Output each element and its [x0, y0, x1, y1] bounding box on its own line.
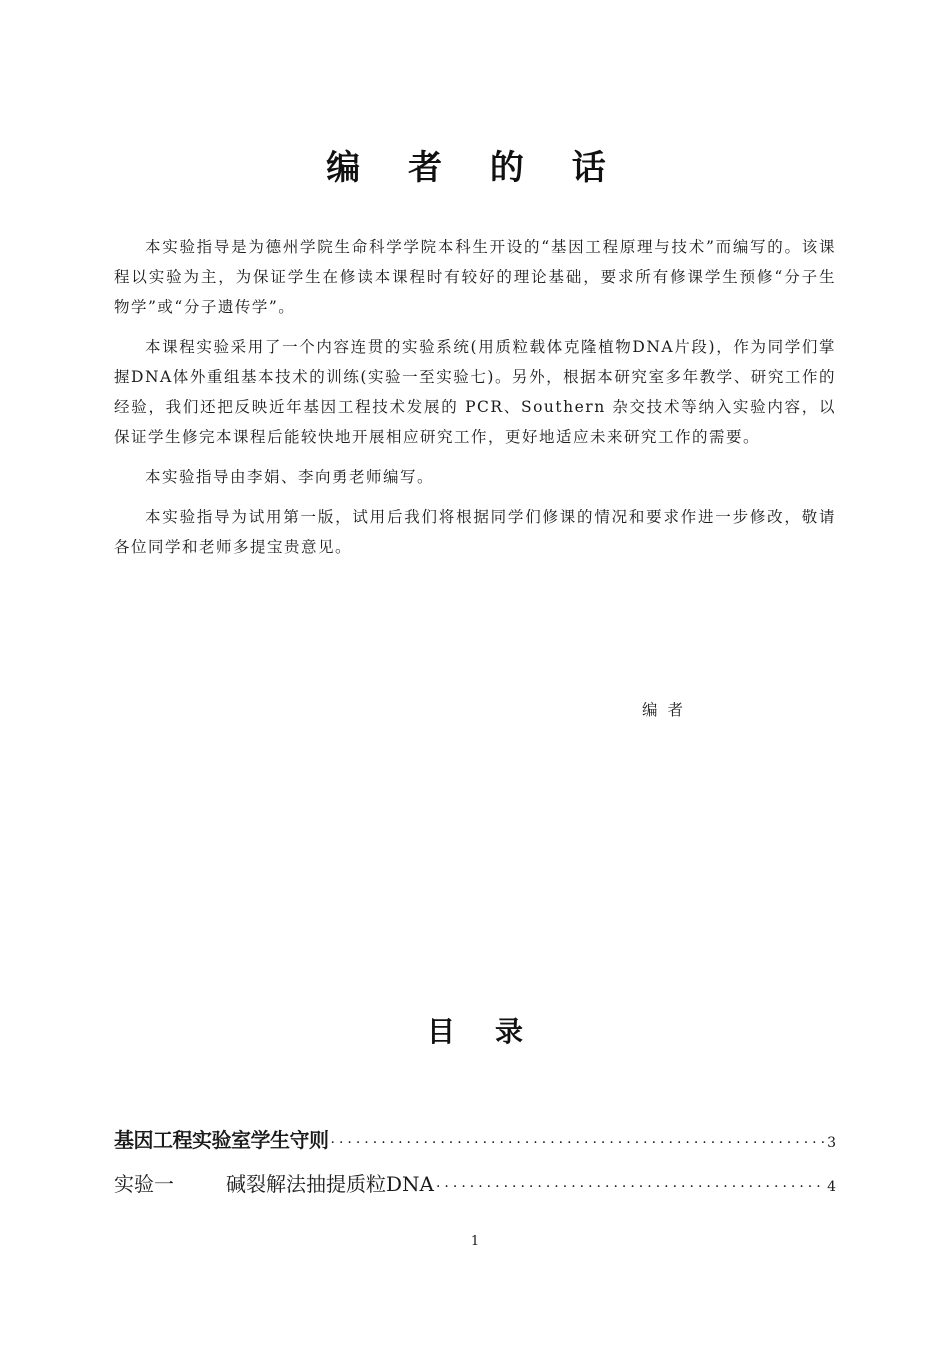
toc-leader-dots: [331, 1135, 826, 1151]
toc-entry-number: 实验一: [114, 1172, 174, 1196]
preface-signature: 编者: [642, 701, 694, 719]
preface-title: 编 者 的 话: [326, 148, 624, 188]
preface-paragraph: 本实验指导是为德州学院生命科学学院本科生开设的“基因工程原理与技术”而编写的。该课程以实验为主，为保证学生在修读本课程时有较好的理论基础，要求所有修课学生预修“分子生物学”或“分子遗传学”。: [114, 238, 836, 316]
toc-entry-page: 4: [827, 1179, 836, 1195]
preface-body: [114, 232, 836, 572]
toc-entry-title: 基因工程实验室学生守则: [114, 1128, 329, 1152]
toc-entry-rules[interactable]: [114, 1124, 836, 1168]
page-number: 1: [470, 1234, 480, 1249]
preface-paragraph: 本课程实验采用了一个内容连贯的实验系统(用质粒载体克隆植物DNA片段)，作为同学们掌握DNA体外重组基本技术的训练(实验一至实验七)。另外，根据本研究室多年教学、研究工作的经验，我们还把反映近年基因工程技术发展的 PCR、Southern 杂交技术等纳入实验内容，以保证学生修完本课程后能较快地开展相应研究工作，更好地适应未来研究工作的需要。: [114, 338, 836, 446]
preface-paragraph: 本实验指导为试用第一版，试用后我们将根据同学们修课的情况和要求作进一步修改，敬请各位同学和老师多提宝贵意见。: [114, 508, 836, 556]
toc-entry-label: [114, 1168, 434, 1197]
toc-entry-page: 3: [827, 1135, 836, 1151]
toc-leader-dots: [436, 1179, 825, 1195]
toc-entry-experiment-1[interactable]: [114, 1168, 836, 1212]
preface-paragraph: 本实验指导由李娟、李向勇老师编写。: [145, 468, 435, 486]
toc-entry-title: 碱裂解法抽提质粒DNA: [226, 1172, 434, 1196]
toc-title: 目录: [426, 1015, 563, 1048]
table-of-contents: [114, 1124, 836, 1212]
